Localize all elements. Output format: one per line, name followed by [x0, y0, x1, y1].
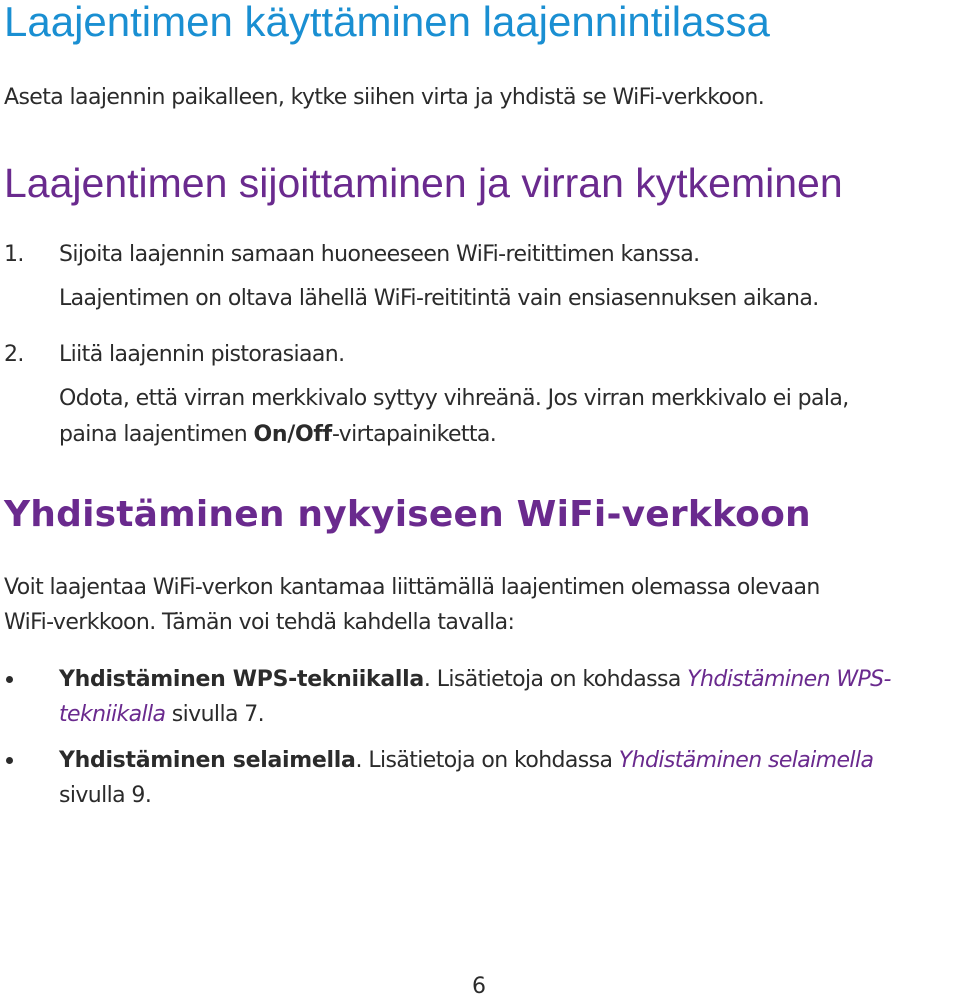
step-1-note: Laajentimen on oltava lähellä WiFi-reititintä vain ensiasennuksen aikana. — [59, 286, 819, 311]
link-wps-section-cont[interactable]: tekniikalla — [59, 702, 166, 727]
page-title: Laajentimen käyttäminen laajennintilassa — [4, 0, 770, 45]
bullet-browser-text: . Lisätietoja on kohdassa — [355, 748, 619, 773]
bullet-item-browser — [59, 747, 873, 775]
step-2-note-post: -virtapainiketta. — [331, 422, 497, 447]
step-1-text: Sijoita laajennin samaan huoneeseen WiFi-reitittimen kanssa. — [59, 242, 700, 267]
bullet-browser-title: Yhdistäminen selaimella — [59, 748, 356, 773]
page-number: 6 — [472, 974, 486, 999]
on-off-button-label: On/Off — [253, 422, 332, 447]
bullet-dot — [6, 757, 13, 764]
step-2-note-pre: paina laajentimen — [59, 422, 254, 447]
bullet-wps-title: Yhdistäminen WPS-tekniikalla — [59, 667, 424, 692]
step-number: 2. — [4, 342, 24, 367]
section-heading-placement: Laajentimen sijoittaminen ja virran kytkeminen — [4, 160, 843, 206]
bullet-item-wps — [59, 666, 891, 694]
step-number: 1. — [4, 242, 24, 267]
section-paragraph-cont: WiFi-verkkoon. Tämän voi tehdä kahdella tavalla: — [4, 610, 515, 635]
bullet-item-wps-cont — [59, 701, 264, 729]
step-2-note: Odota, että virran merkkivalo syttyy vihreänä. Jos virran merkkivalo ei pala, — [59, 386, 849, 411]
bullet-wps-page: sivulla 7. — [165, 702, 265, 727]
bullet-wps-text: . Lisätietoja on kohdassa — [423, 667, 688, 692]
bullet-dot — [6, 676, 13, 683]
section-paragraph: Voit laajentaa WiFi-verkon kantamaa liittämällä laajentimen olemassa olevaan — [4, 575, 820, 600]
link-browser-section[interactable]: Yhdistäminen selaimella — [618, 748, 874, 773]
bullet-item-browser-cont: sivulla 9. — [59, 783, 152, 808]
section-heading-connect: Yhdistäminen nykyiseen WiFi-verkkoon — [4, 494, 811, 535]
step-2-note-cont — [59, 421, 496, 449]
intro-text: Aseta laajennin paikalleen, kytke siihen virta ja yhdistä se WiFi-verkkoon. — [4, 85, 765, 110]
link-wps-section[interactable]: Yhdistäminen WPS- — [687, 667, 891, 692]
step-2-text: Liitä laajennin pistorasiaan. — [59, 342, 345, 367]
